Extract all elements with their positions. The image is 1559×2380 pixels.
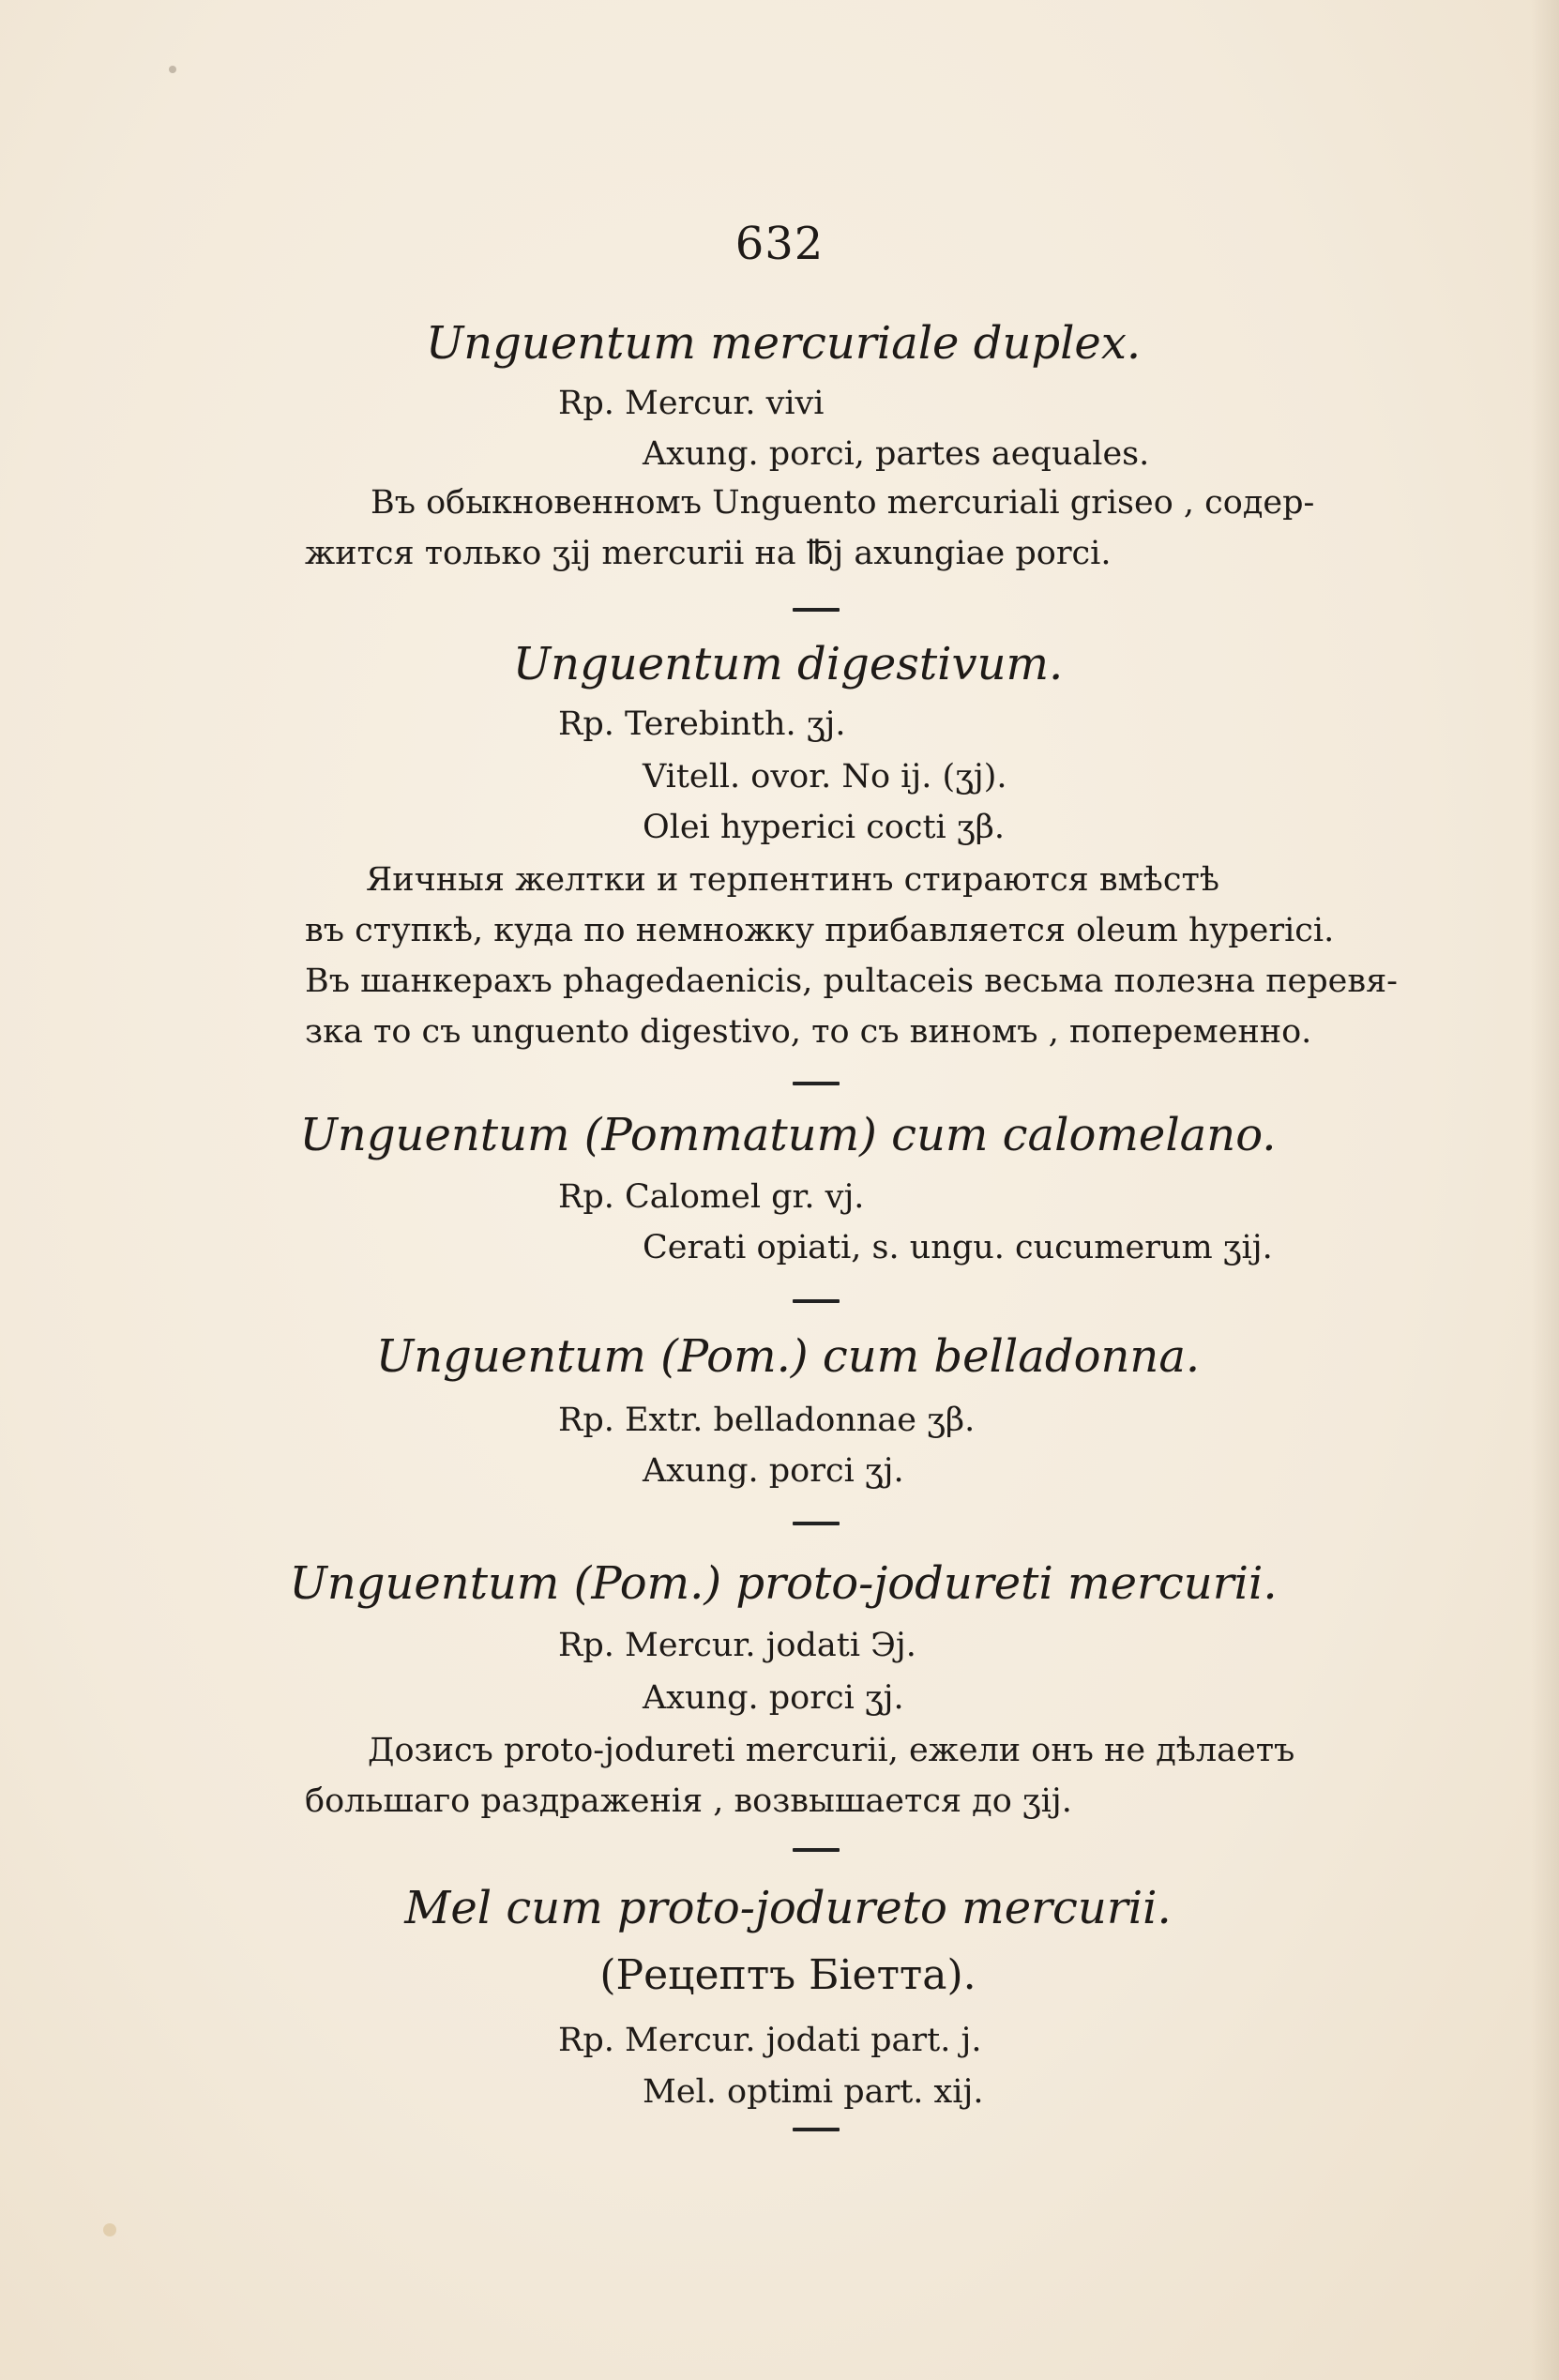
recipe-line: Vitell. ovor. No ij. (ʒj). — [643, 758, 1007, 796]
paragraph-line: большаго раздраженія , возвышается до ʒij. — [305, 1782, 1072, 1820]
recipe-line: Mel. optimi part. xij. — [643, 2073, 984, 2111]
section-divider — [793, 1522, 840, 1525]
recipe-title: Unguentum (Pom.) proto-jodureti mercurii. — [289, 1557, 1278, 1610]
recipe-title: Unguentum mercuriale duplex. — [425, 317, 1142, 370]
section-divider — [793, 1299, 840, 1303]
paper-stain — [103, 2223, 116, 2236]
page-number: 632 — [734, 218, 825, 270]
section-divider — [793, 2128, 840, 2131]
recipe-line: Axung. porci ʒj. — [643, 1679, 904, 1717]
recipe-line: Rp. Extr. belladonnae ʒβ. — [558, 1402, 976, 1439]
paper-speck — [169, 66, 176, 73]
recipe-title: Unguentum (Pommatum) cum calomelano. — [299, 1109, 1277, 1161]
recipe-line: Cerati opiati, s. ungu. cucumerum ʒij. — [643, 1229, 1273, 1266]
recipe-line: Rp. Mercur. jodati part. j. — [558, 2022, 982, 2059]
section-divider — [793, 1082, 840, 1085]
paragraph-line: Яичныя желтки и терпентинъ стираются вмѣстѣ — [366, 861, 1219, 899]
recipe-subtitle: (Рецептъ Біетта). — [599, 1951, 976, 1999]
recipe-title: Unguentum (Pom.) cum belladonna. — [375, 1330, 1201, 1383]
recipe-title: Mel cum proto-jodureto mercurii. — [404, 1882, 1172, 1934]
paragraph-line: зка то съ unguento digestivo, то съ виномъ , попеременно. — [305, 1013, 1312, 1051]
recipe-line: Rp. Mercur. vivi — [558, 385, 825, 422]
recipe-line: Olei hyperici cocti ʒβ. — [643, 809, 1005, 846]
section-divider — [793, 1848, 840, 1852]
recipe-line: Rp. Calomel gr. vj. — [558, 1178, 865, 1216]
paragraph-line: Дозисъ proto-jodureti mercurii, ежели онъ не дѣлаетъ — [368, 1732, 1295, 1769]
recipe-title: Unguentum digestivum. — [512, 638, 1064, 690]
recipe-line: Axung. porci, partes aequales. — [643, 435, 1150, 473]
recipe-line: Axung. porci ʒj. — [643, 1452, 904, 1490]
page-edge-shadow — [1531, 0, 1559, 2380]
section-divider — [793, 608, 840, 612]
recipe-line: Rp. Terebinth. ʒj. — [558, 705, 846, 743]
paragraph-line: Въ обыкновенномъ Unguento mercuriali griseo , содер- — [371, 484, 1315, 522]
paragraph-line: жится только ʒij mercurii на ℔j axungiae porci. — [305, 535, 1112, 572]
paragraph-line: Въ шанкерахъ phagedaenicis, pultaceis весьма полезна перевя- — [305, 963, 1398, 1000]
recipe-line: Rp. Mercur. jodati Эj. — [558, 1627, 916, 1664]
paragraph-line: въ ступкѣ, куда по немножку прибавляется oleum hyperici. — [305, 912, 1335, 949]
